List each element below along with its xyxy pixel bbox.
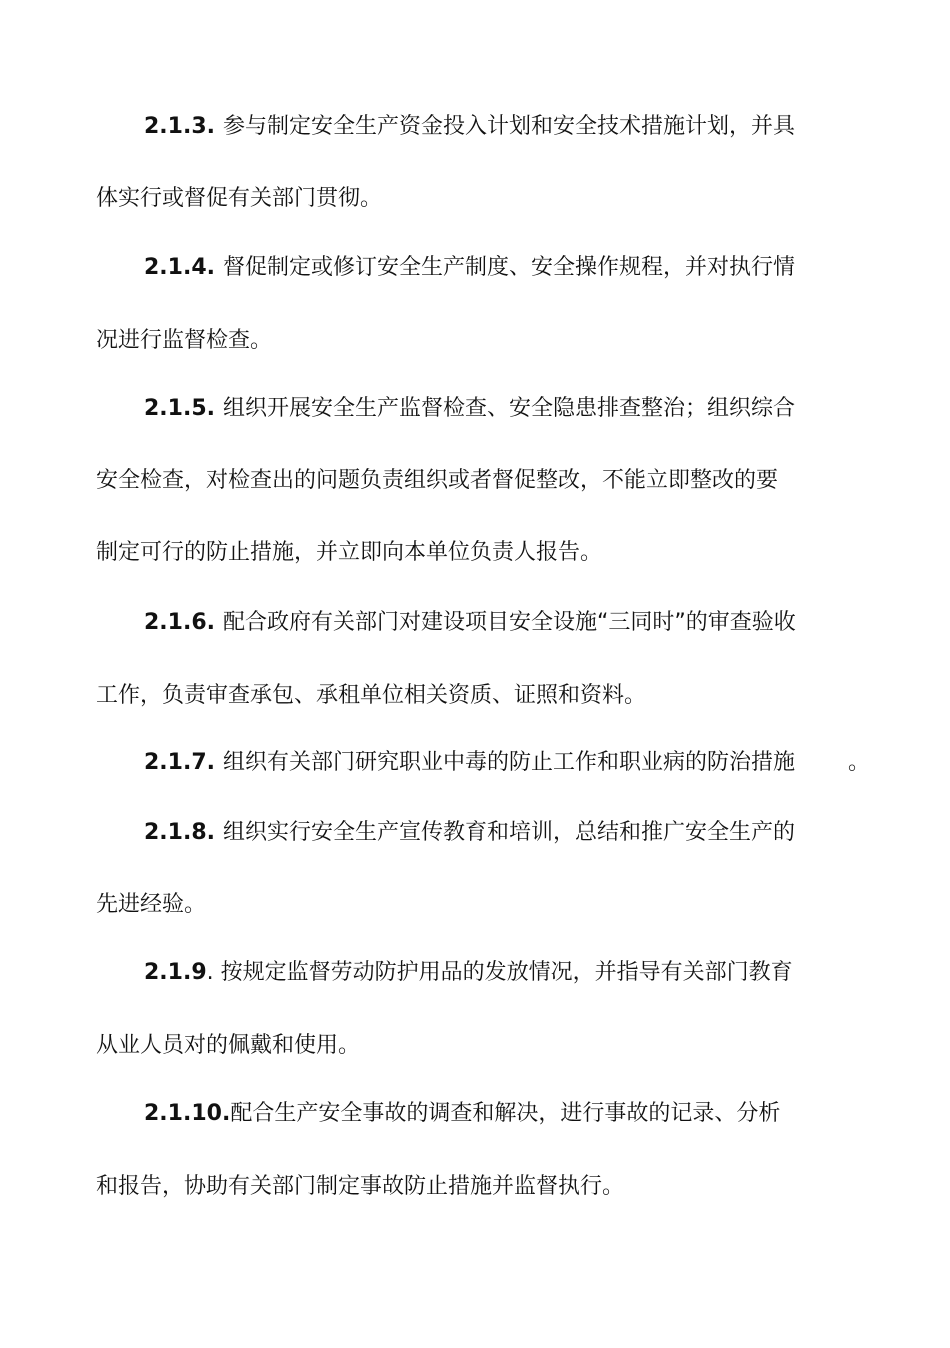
paragraph-2-1-4-line-1 xyxy=(144,253,795,283)
paragraph-2-1-3-line-1 xyxy=(144,112,795,142)
paragraph-2-1-9-line-1 xyxy=(144,958,793,988)
paragraph-2-1-7-line-1 xyxy=(144,748,795,778)
clause-text: 配合生产安全事故的调查和解决，进行事故的记录、分析 xyxy=(230,1101,781,1126)
clause-number: 2.1.4. xyxy=(144,255,215,280)
paragraph-2-1-4-line-2 xyxy=(96,326,272,356)
paragraph-2-1-6-line-2 xyxy=(96,681,646,711)
clause-text: 和报告，协助有关部门制定事故防止措施并监督执行。 xyxy=(96,1174,625,1199)
clause-text: 从业人员对的佩戴和使用。 xyxy=(96,1033,361,1058)
paragraph-2-1-3-line-2 xyxy=(96,184,382,214)
paragraph-2-1-6-line-1 xyxy=(144,608,796,638)
clause-text: 组织开展安全生产监督检查、安全隐患排查整治；组织综合 xyxy=(223,396,796,421)
clause-number: 2.1.5. xyxy=(144,396,215,421)
paragraph-2-1-9-line-2 xyxy=(96,1031,360,1061)
clause-number: 2.1.6. xyxy=(144,610,215,635)
clause-text: 制定可行的防止措施，并立即向本单位负责人报告。 xyxy=(96,540,603,565)
paragraph-2-1-10-line-1 xyxy=(144,1099,780,1129)
clause-number: 2.1.3. xyxy=(144,114,215,139)
clause-text: 况进行监督检查。 xyxy=(96,328,273,353)
paragraph-2-1-10-line-2 xyxy=(96,1172,624,1202)
paragraph-2-1-7-period: 。 xyxy=(848,750,871,775)
clause-number: 2.1.10. xyxy=(144,1101,231,1126)
paragraph-2-1-5-line-2 xyxy=(96,466,778,496)
clause-text: 督促制定或修订安全生产制度、安全操作规程，并对执行情 xyxy=(223,255,796,280)
clause-number: 2.1.7. xyxy=(144,750,215,775)
clause-text: 参与制定安全生产资金投入计划和安全技术措施计划，并具 xyxy=(223,114,796,139)
clause-text: 组织有关部门研究职业中毒的防止工作和职业病的防治措施 xyxy=(223,750,796,775)
clause-text: 工作，负责审查承包、承租单位相关资质、证照和资料。 xyxy=(96,683,647,708)
clause-text: 配合政府有关部门对建设项目安全设施“三同时”的审查验收 xyxy=(223,610,796,635)
paragraph-2-1-8-line-2 xyxy=(96,890,206,920)
clause-number: 2.1.9 xyxy=(144,960,207,985)
clause-text: 组织实行安全生产宣传教育和培训，总结和推广安全生产的 xyxy=(223,820,796,845)
clause-text: 先进经验。 xyxy=(96,892,207,917)
paragraph-2-1-5-line-3 xyxy=(96,538,602,568)
clause-number: 2.1.8. xyxy=(144,820,215,845)
paragraph-2-1-5-line-1 xyxy=(144,394,795,424)
clause-text: 安全检查，对检查出的问题负责组织或者督促整改，不能立即整改的要 xyxy=(96,468,779,493)
clause-text: 体实行或督促有关部门贯彻。 xyxy=(96,186,383,211)
clause-text: . 按规定监督劳动防护用品的发放情况，并指导有关部门教育 xyxy=(206,960,793,985)
paragraph-2-1-8-line-1 xyxy=(144,818,795,848)
